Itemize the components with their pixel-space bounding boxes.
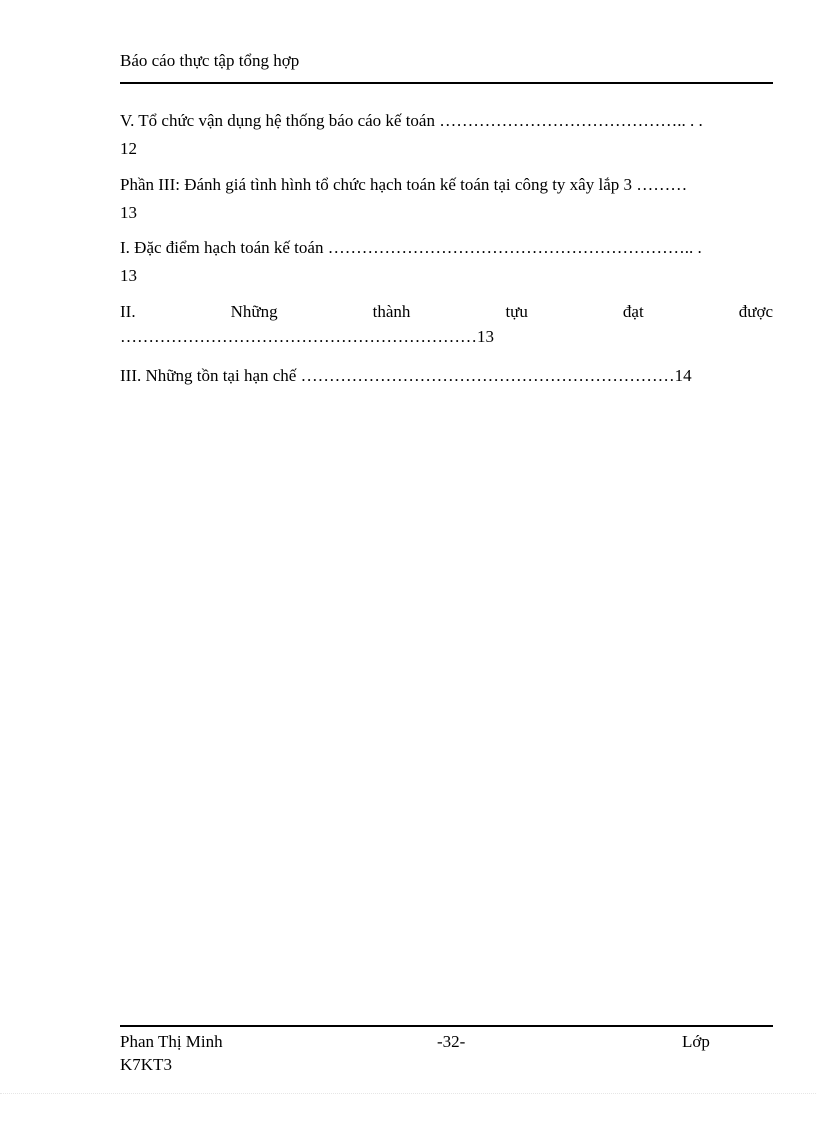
footer-rule bbox=[120, 1025, 773, 1027]
footer-page-number: -32- bbox=[437, 1032, 466, 1051]
footer-class-label: Lớp bbox=[682, 1032, 710, 1051]
toc-entry-page: 12 bbox=[120, 139, 137, 158]
footer-class-code: K7KT3 bbox=[120, 1055, 172, 1074]
toc-entry-page: 13 bbox=[120, 266, 137, 285]
toc-word: thành bbox=[372, 302, 411, 321]
header-rule bbox=[120, 82, 773, 84]
toc-entry-title bbox=[120, 300, 773, 324]
header-title: Báo cáo thực tập tổng hợp bbox=[120, 51, 300, 70]
toc-entry-page: ………………………………………………………13 bbox=[120, 327, 494, 346]
footer-author: Phan Thị Minh bbox=[120, 1032, 223, 1051]
toc-word: đạt bbox=[622, 302, 644, 321]
toc-word: II. bbox=[120, 302, 136, 321]
toc-word: Những bbox=[230, 302, 278, 321]
toc-entry-title: V. Tổ chức vận dụng hệ thống báo cáo kế toán …………………………………….. . . bbox=[120, 111, 703, 130]
toc-entry-title: III. Những tồn tại hạn chế …………………………………………………………14 bbox=[120, 366, 692, 385]
toc-entry-title: Phần III: Đánh giá tình hình tổ chức hạch toán kế toán tại công ty xây lắp 3 ……… bbox=[120, 175, 688, 194]
page-bottom-divider bbox=[0, 1093, 816, 1094]
toc-word: tựu bbox=[505, 302, 528, 321]
toc-entry-title: I. Đặc điểm hạch toán kế toán ……………………………………………………….. . bbox=[120, 238, 702, 257]
toc-entry-page: 13 bbox=[120, 203, 137, 222]
toc-word: được bbox=[738, 302, 773, 321]
